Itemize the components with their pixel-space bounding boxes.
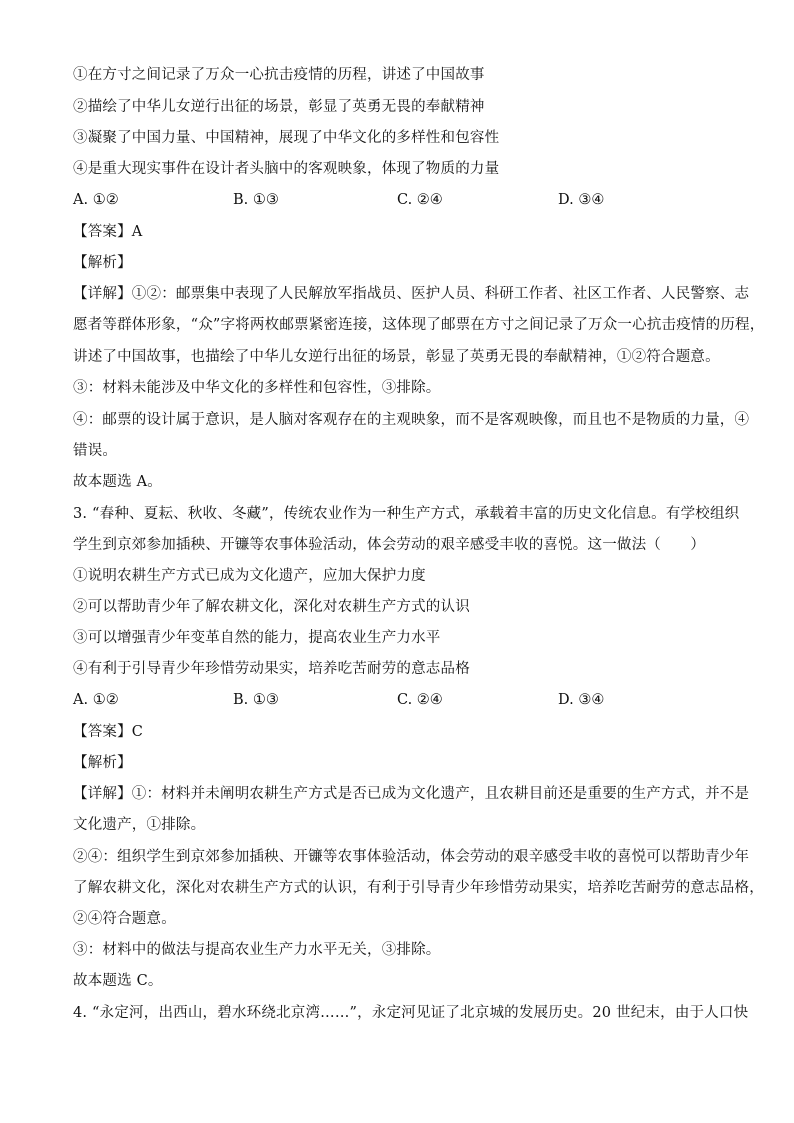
- q3-detail-line-5: ②④符合题意。: [73, 911, 176, 927]
- q2-choice-b: B. ①③: [233, 192, 279, 208]
- q3-option-1: ①说明农耕生产方式已成为文化遗产，应加大保护力度: [73, 568, 426, 584]
- q2-option-2: ②描绘了中华儿女逆行出征的场景，彰显了英勇无畏的奉献精神: [73, 99, 485, 115]
- q3-option-4: ④有利于引导青少年珍惜劳动果实，培养吃苦耐劳的意志品格: [73, 661, 470, 677]
- q3-detail-line-1: 【详解】①：材料并未阐明农耕生产方式是否已成为文化遗产，且农耕目前还是重要的生产方式，并不是: [73, 786, 750, 802]
- q3-detail-line-2: 文化遗产，①排除。: [73, 817, 206, 833]
- q2-choice-c: C. ②④: [397, 192, 443, 208]
- q3-option-2: ②可以帮助青少年了解农耕文化，深化对农耕生产方式的认识: [73, 599, 470, 615]
- q3-detail-line-4: 了解农耕文化，深化对农耕生产方式的认识，有利于引导青少年珍惜劳动果实，培养吃苦耐劳的意志品格，: [73, 880, 764, 896]
- q2-option-4: ④是重大现实事件在设计者头脑中的客观映象，体现了物质的力量: [73, 161, 500, 177]
- q2-detail-line-3: 讲述了中国故事，也描绘了中华儿女逆行出征的场景，彰显了英勇无畏的奉献精神，①②符合题意。: [73, 349, 720, 365]
- q4-stem-line-1: 4. “永定河，出西山，碧水环绕北京湾……”，永定河见证了北京城的发展历史。20 世纪末，由于人口快: [73, 1005, 749, 1021]
- q3-choice-a: A. ①②: [73, 692, 119, 708]
- q2-detail-line-2: 愿者等群体形象，“众”字将两枚邮票紧密连接，这体现了邮票在方寸之间记录了万众一心抗击疫情的历程，: [73, 317, 765, 333]
- q3-choice-c: C. ②④: [397, 692, 443, 708]
- q3-option-3: ③可以增强青少年变革自然的能力，提高农业生产力水平: [73, 630, 441, 646]
- q3-choices: [73, 690, 723, 710]
- q3-detail-line-7: 故本题选 C。: [73, 973, 163, 989]
- q2-option-1: ①在方寸之间记录了万众一心抗击疫情的历程，讲述了中国故事: [73, 67, 485, 83]
- q3-choice-b: B. ①③: [233, 692, 279, 708]
- q2-answer: 【答案】A: [73, 224, 143, 240]
- q2-analysis-label: 【解析】: [73, 255, 132, 271]
- q2-choice-a: A. ①②: [73, 192, 119, 208]
- q2-detail-line-7: 故本题选 A。: [73, 474, 162, 490]
- q2-choice-d: D. ③④: [558, 192, 605, 208]
- q2-detail-line-6: 错误。: [73, 443, 118, 459]
- q3-stem-line-1: 3. “春种、夏耘、秋收、冬藏”，传统农业作为一种生产方式，承载着丰富的历史文化信息。有学校组织: [73, 506, 740, 522]
- q3-detail-line-6: ③：材料中的做法与提高农业生产力水平无关，③排除。: [73, 942, 441, 958]
- q3-stem-line-2: 学生到京郊参加插秧、开镰等农事体验活动，体会劳动的艰辛感受丰收的喜悦。这一做法（ ）: [73, 537, 706, 553]
- q3-analysis-label: 【解析】: [73, 755, 132, 771]
- q2-choices: [73, 190, 723, 210]
- q3-choice-d: D. ③④: [558, 692, 605, 708]
- q2-option-3: ③凝聚了中国力量、中国精神，展现了中华文化的多样性和包容性: [73, 130, 500, 146]
- q3-detail-line-3: ②④：组织学生到京郊参加插秧、开镰等农事体验活动，体会劳动的艰辛感受丰收的喜悦可以帮助青少年: [73, 849, 750, 865]
- q3-answer: 【答案】C: [73, 724, 144, 740]
- q2-detail-line-5: ④：邮票的设计属于意识，是人脑对客观存在的主观映象，而不是客观映像，而且也不是物质的力量，④: [73, 412, 750, 428]
- q2-detail-line-1: 【详解】①②：邮票集中表现了人民解放军指战员、医护人员、科研工作者、社区工作者、人民警察、志: [73, 286, 750, 302]
- q2-detail-line-4: ③：材料未能涉及中华文化的多样性和包容性，③排除。: [73, 380, 441, 396]
